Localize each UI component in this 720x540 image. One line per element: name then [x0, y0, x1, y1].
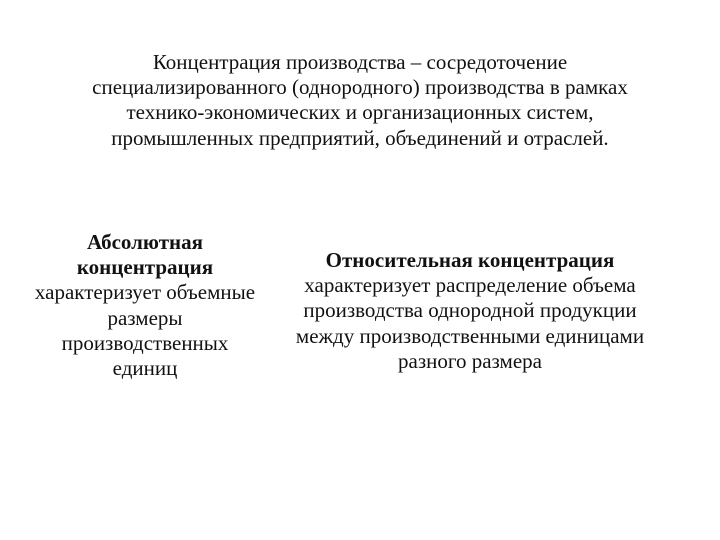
relative-concentration-description: характеризует распределение объема производства однородной продукции между производственными единицами разного размера: [295, 273, 645, 373]
definition-text: Концентрация производства – сосредоточение специализированного (однородного) производства в рамках технико-экономических и организационных систем, промышленных предприятий, объединений и отраслей.: [92, 50, 628, 150]
absolute-concentration-description: характеризует объемные размеры производственных единиц: [34, 280, 256, 380]
absolute-concentration-term: Абсолютная концентрация: [76, 230, 214, 280]
relative-concentration-term: Относительная концентрация: [325, 248, 615, 272]
absolute-concentration-block: [30, 230, 260, 381]
definition-block: [70, 50, 650, 151]
relative-concentration-block: [285, 248, 655, 374]
